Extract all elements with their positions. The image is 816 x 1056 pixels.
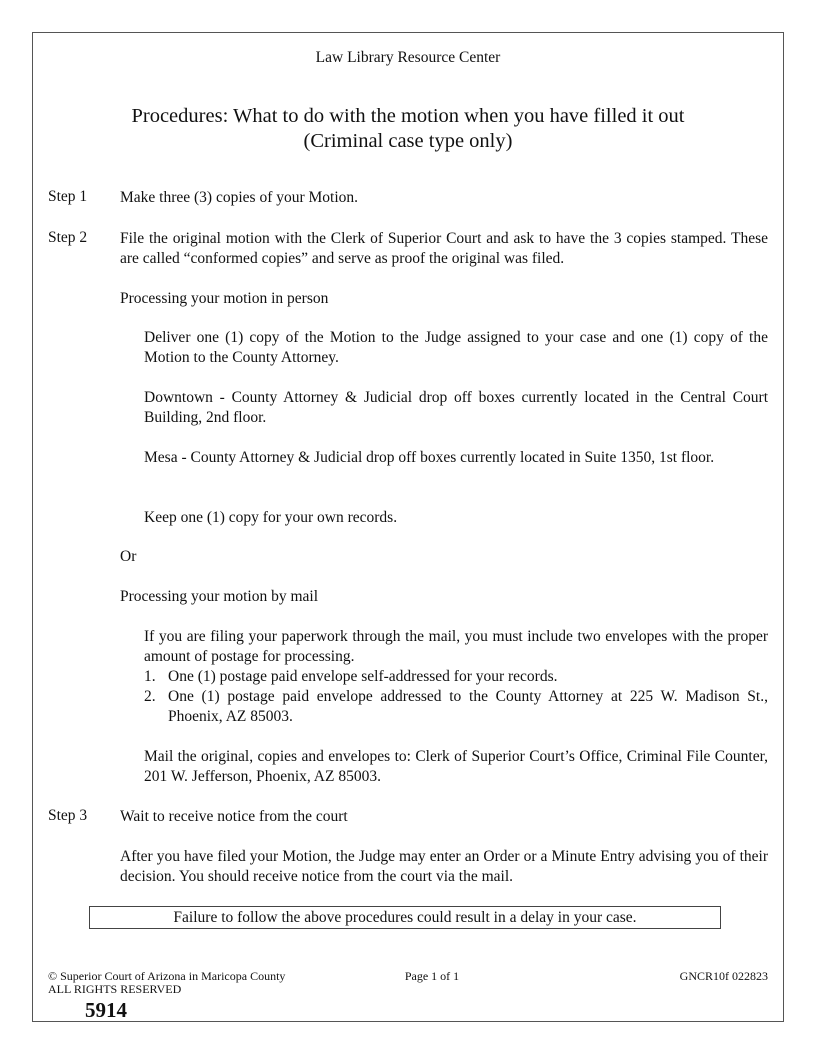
- list-item-text: One (1) postage paid envelope addressed to the County Attorney at 225 W. Madison St., Phoenix, AZ 85003.: [168, 688, 768, 725]
- downtown-paragraph: Downtown - County Attorney & Judicial drop off boxes currently located in the Central Court Building, 2nd floor.: [144, 389, 768, 426]
- page-title: [0, 104, 816, 154]
- warning-notice-box: Failure to follow the above procedures could result in a delay in your case.: [89, 906, 721, 929]
- list-item: [144, 667, 768, 687]
- footer-page-number: Page 1 of 1: [404, 969, 460, 983]
- footer-rights: ALL RIGHTS RESERVED: [48, 982, 182, 996]
- deliver-paragraph: Deliver one (1) copy of the Motion to the Judge assigned to your case and one (1) copy of the Motion to the County Attorney.: [144, 329, 768, 366]
- step-3-heading: Wait to receive notice from the court: [120, 808, 348, 825]
- step-3-label: Step 3: [48, 807, 88, 824]
- in-person-heading: Processing your motion in person: [120, 290, 329, 307]
- list-item-number: 1.: [144, 668, 156, 685]
- mail-heading: Processing your motion by mail: [120, 588, 319, 605]
- keep-paragraph: Keep one (1) copy for your own records.: [144, 509, 398, 526]
- list-item-text: One (1) postage paid envelope self-addressed for your records.: [168, 668, 558, 685]
- mail-intro-paragraph: If you are filing your paperwork through the mail, you must include two envelopes with the proper amount of postage for processing.: [144, 628, 768, 665]
- mail-to-paragraph: Mail the original, copies and envelopes to: Clerk of Superior Court’s Office, Criminal File Counter, 201 W. Jefferson, Phoenix, AZ 85003.: [144, 748, 768, 785]
- step-1-text: Make three (3) copies of your Motion.: [120, 189, 359, 206]
- step-2-text: File the original motion with the Clerk of Superior Court and ask to have the 3 copies stamped. These are called “conformed copies” and serve as proof the original was filed.: [120, 230, 768, 267]
- list-item-number: 2.: [144, 688, 156, 705]
- page-header: Law Library Resource Center: [315, 49, 501, 66]
- title-line-2: (Criminal case type only): [303, 130, 513, 152]
- or-separator: Or: [120, 548, 137, 565]
- form-number: 5914: [85, 998, 127, 1022]
- step-3-text: After you have filed your Motion, the Judge may enter an Order or a Minute Entry advising you of their decision. You should receive notice from the court via the mail.: [120, 848, 768, 885]
- title-line-1: Procedures: What to do with the motion when you have filled it out: [131, 105, 685, 127]
- mesa-paragraph: Mesa - County Attorney & Judicial drop off boxes currently located in Suite 1350, 1st floor.: [144, 449, 715, 466]
- list-item: [144, 687, 768, 726]
- footer-copyright: © Superior Court of Arizona in Maricopa County: [48, 969, 286, 983]
- step-2-label: Step 2: [48, 229, 88, 246]
- step-1-label: Step 1: [48, 188, 88, 205]
- footer-form-code: GNCR10f 022823: [679, 969, 768, 983]
